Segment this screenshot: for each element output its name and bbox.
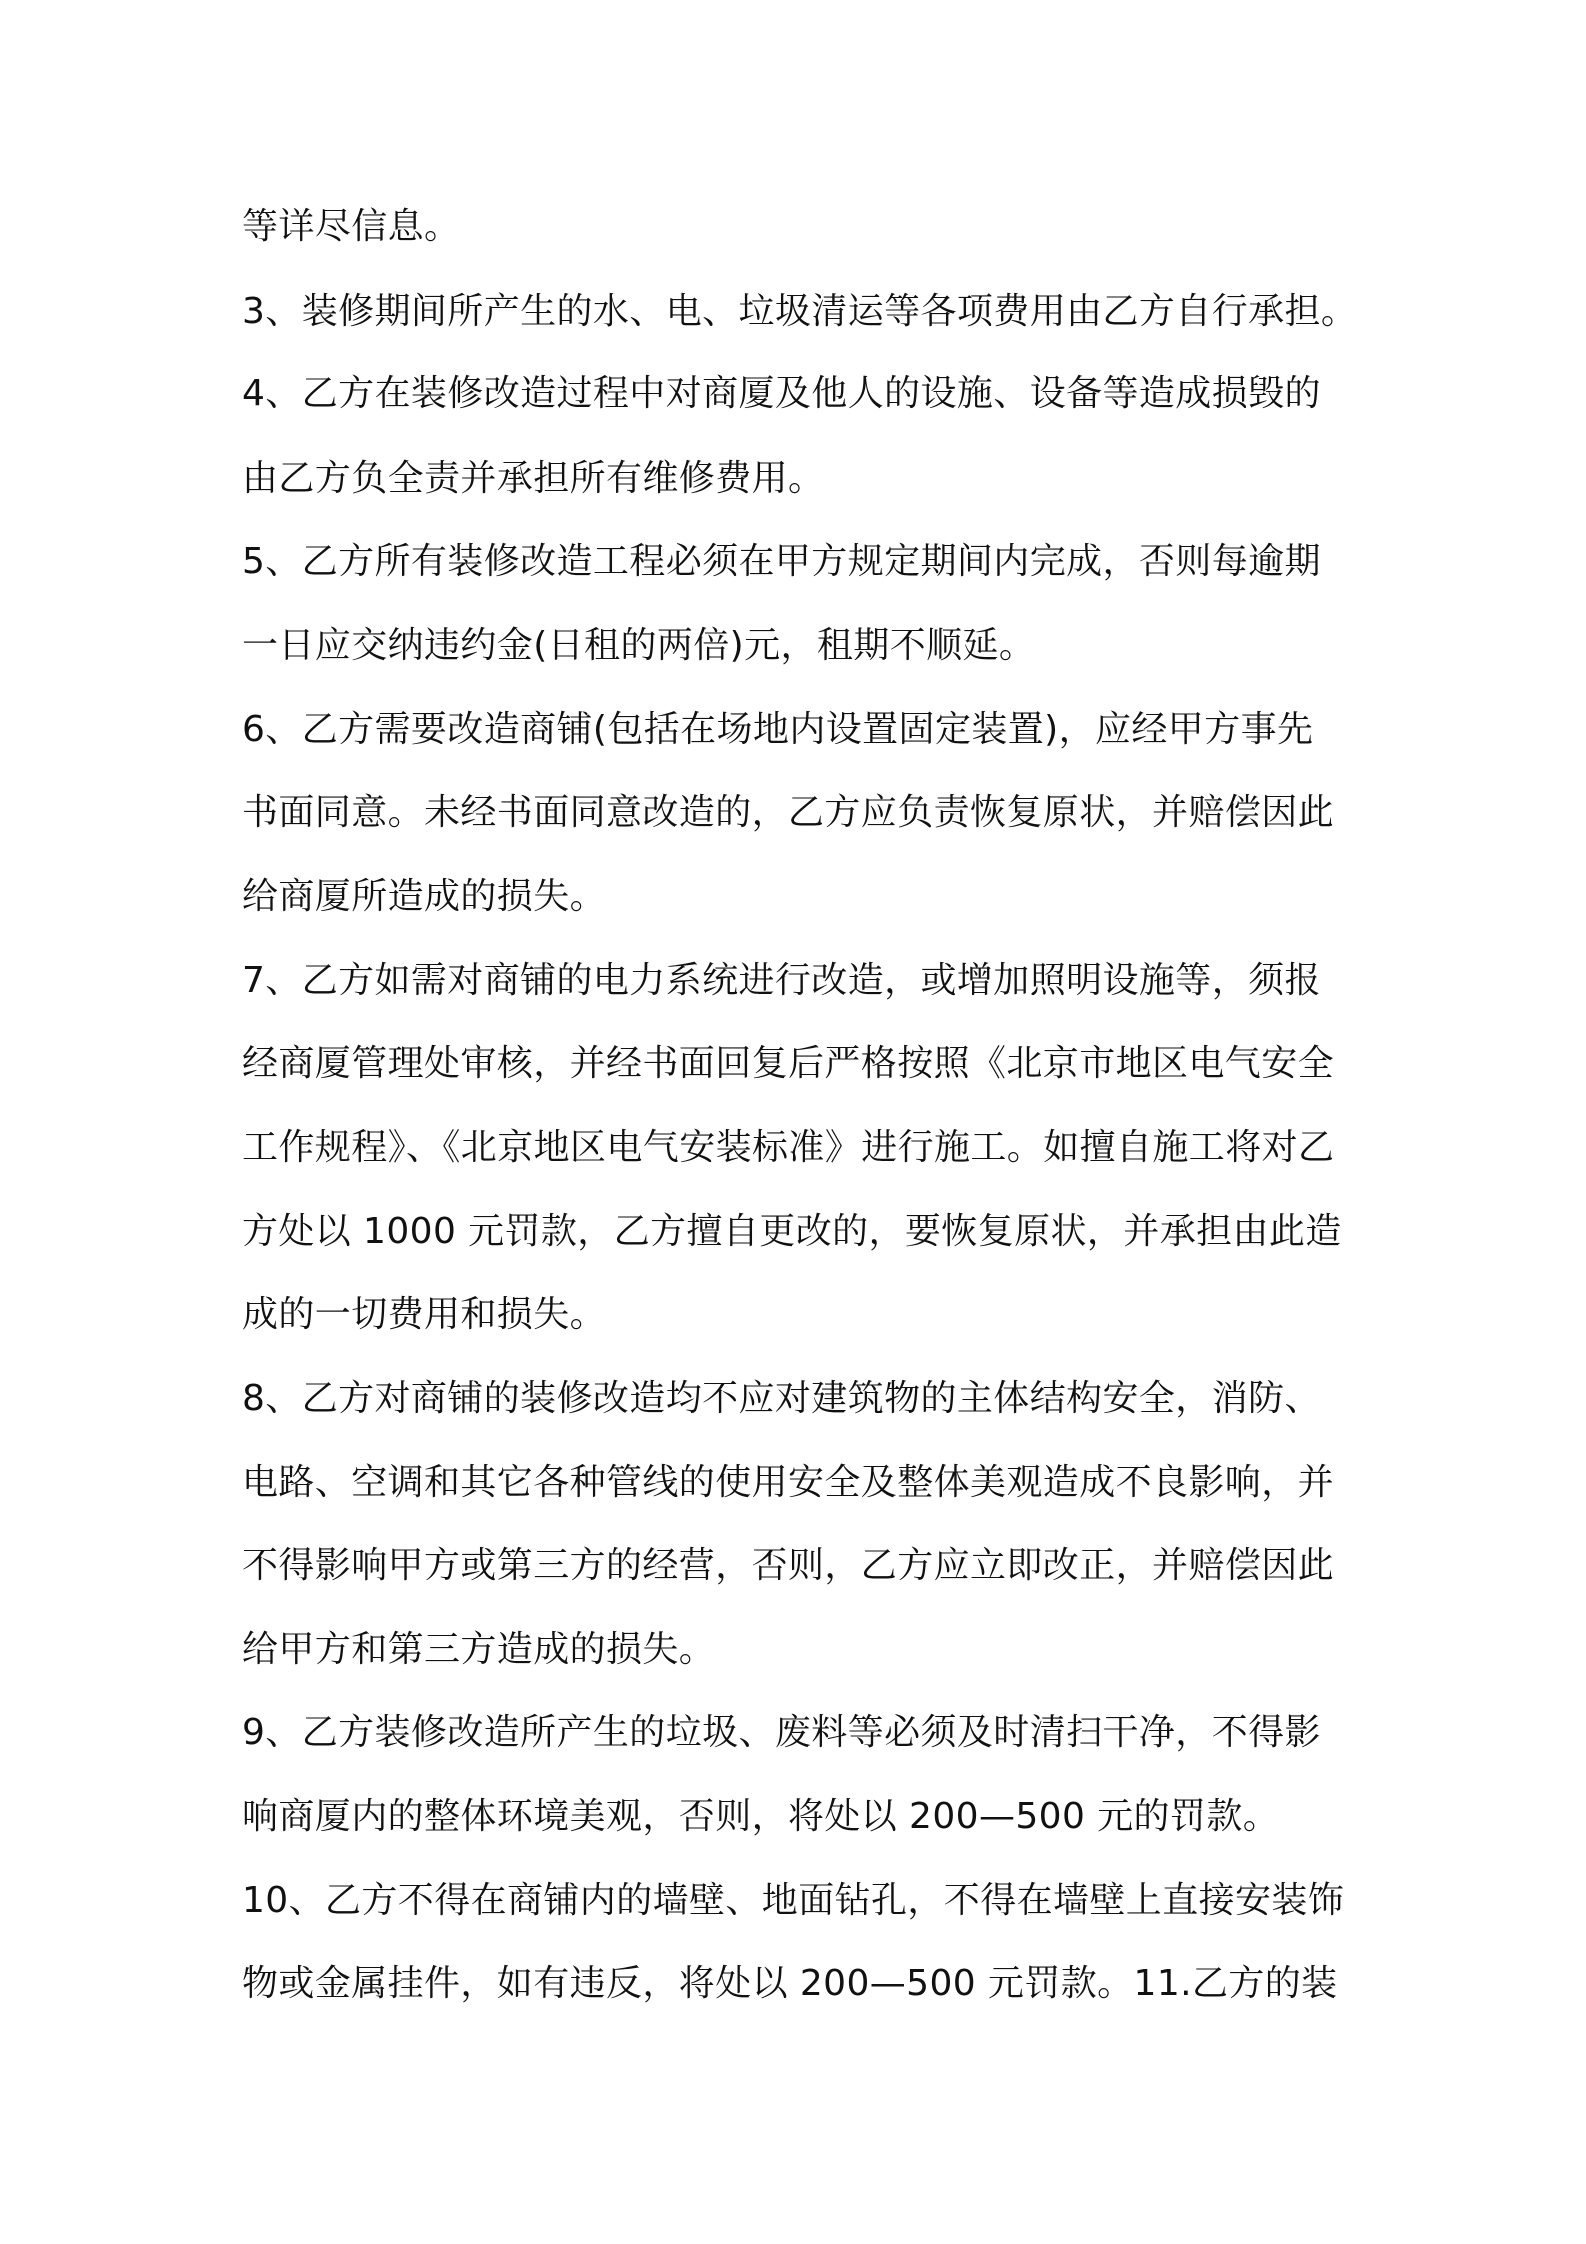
text-line: 工作规程》、《北京地区电气安装标准》进行施工。如擅自施工将对乙 xyxy=(242,1127,1335,1168)
text-line: 经商厦管理处审核，并经书面回复后严格按照《北京市地区电气安全 xyxy=(242,1043,1335,1084)
text-line: 成的一切费用和损失。 xyxy=(242,1294,607,1335)
text-line: 等详尽信息。 xyxy=(242,206,461,247)
text-line: 书面同意。未经书面同意改造的，乙方应负责恢复原状，并赔偿因此 xyxy=(242,792,1335,833)
text-line: 不得影响甲方或第三方的经营，否则，乙方应立即改正，并赔偿因此 xyxy=(242,1545,1335,1586)
text-line: 由乙方负全责并承担所有维修费用。 xyxy=(242,458,825,499)
text-line: 5、乙方所有装修改造工程必须在甲方规定期间内完成，否则每逾期 xyxy=(242,541,1321,582)
text-line: 物或金属挂件，如有违反，将处以 200—500 元罚款。11.乙方的装 xyxy=(242,1963,1338,2004)
text-line: 方处以 1000 元罚款，乙方擅自更改的，要恢复原状，并承担由此造 xyxy=(242,1211,1342,1252)
text-line: 4、乙方在装修改造过程中对商厦及他人的设施、设备等造成损毁的 xyxy=(242,373,1321,414)
text-line: 给甲方和第三方造成的损失。 xyxy=(242,1629,716,1670)
text-line: 响商厦内的整体环境美观，否则，将处以 200—500 元的罚款。 xyxy=(242,1796,1280,1837)
text-line: 10、乙方不得在商铺内的墙壁、地面钻孔，不得在墙壁上直接安装饰 xyxy=(242,1880,1345,1921)
text-line: 6、乙方需要改造商铺(包括在场地内设置固定装置)，应经甲方事先 xyxy=(242,709,1314,750)
text-line: 3、装修期间所产生的水、电、垃圾清运等各项费用由乙方自行承担。 xyxy=(242,291,1358,332)
text-line: 7、乙方如需对商铺的电力系统进行改造，或增加照明设施等，须报 xyxy=(242,960,1321,1001)
text-line: 一日应交纳违约金(日租的两倍)元，租期不顺延。 xyxy=(242,625,1036,666)
text-line: 给商厦所造成的损失。 xyxy=(242,876,607,917)
text-line: 9、乙方装修改造所产生的垃圾、废料等必须及时清扫干净，不得影 xyxy=(242,1712,1321,1753)
text-line: 电路、空调和其它各种管线的使用安全及整体美观造成不良影响，并 xyxy=(242,1462,1335,1503)
text-line: 8、乙方对商铺的装修改造均不应对建筑物的主体结构安全，消防、 xyxy=(242,1378,1321,1419)
